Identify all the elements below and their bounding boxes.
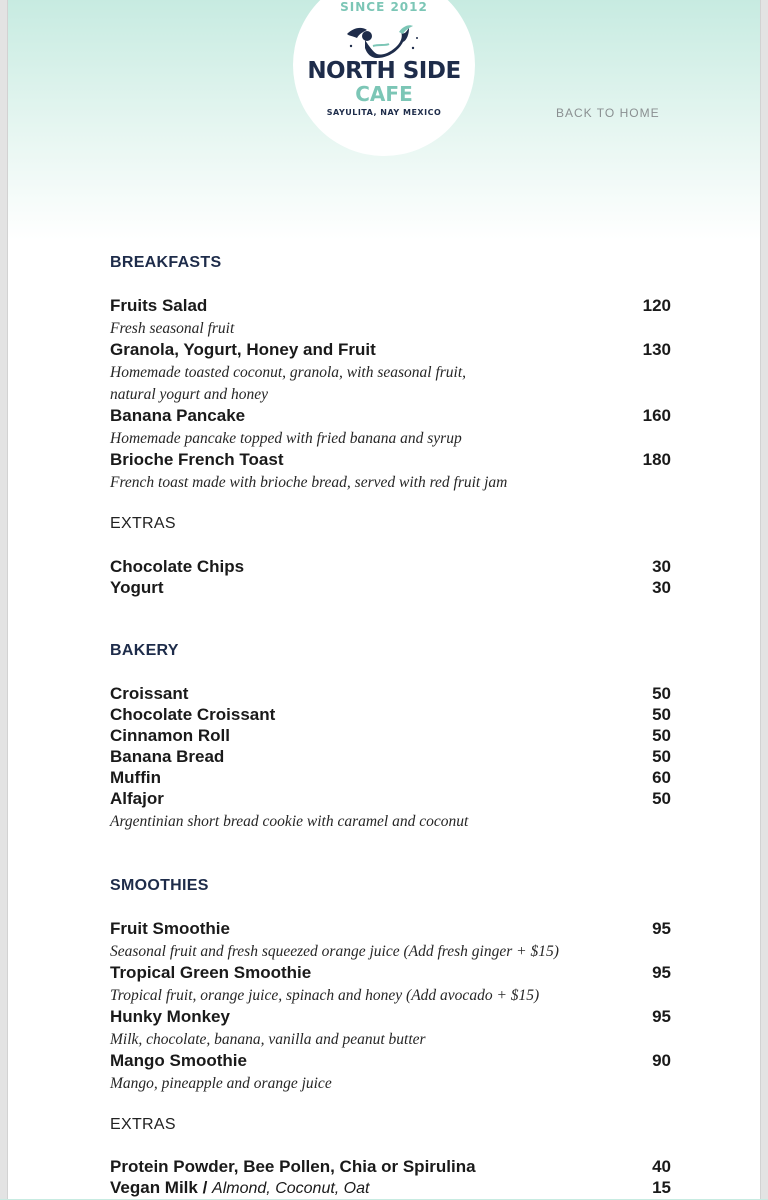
- menu-item: [110, 1051, 671, 1073]
- menu-item: [110, 705, 671, 727]
- item-name: Fruit Smoothie: [110, 919, 230, 938]
- item-name: Tropical Green Smoothie: [110, 963, 312, 982]
- item-name: Brioche French Toast: [110, 450, 284, 469]
- menu-item: [110, 296, 671, 318]
- item-name: Muffin: [110, 768, 161, 787]
- menu-item: [110, 919, 671, 941]
- item-name: Yogurt: [110, 578, 164, 597]
- section-title-extras: EXTRAS: [110, 515, 176, 532]
- item-description: Mango, pineapple and orange juice: [110, 1075, 332, 1092]
- section-title-extras: EXTRAS: [110, 1116, 176, 1133]
- item-name: [110, 1178, 369, 1198]
- cafe-logo[interactable]: [293, 0, 475, 156]
- item-name: Mango Smoothie: [110, 1051, 247, 1070]
- item-name: Banana Pancake: [110, 406, 246, 425]
- item-price: 60: [652, 768, 671, 787]
- menu-item: [110, 450, 671, 472]
- item-price: 95: [652, 919, 671, 938]
- menu-item: [110, 406, 671, 428]
- item-price: 40: [652, 1157, 671, 1176]
- item-price: 130: [642, 340, 671, 359]
- item-name: Chocolate Chips: [110, 557, 245, 576]
- menu-item: [110, 963, 671, 985]
- item-price: 15: [652, 1178, 671, 1197]
- menu-item: [110, 1007, 671, 1029]
- item-description: Homemade toasted coconut, granola, with seasonal fruit,: [110, 364, 467, 381]
- section-title-bakery: BAKERY: [110, 642, 179, 659]
- menu-item: [110, 684, 671, 706]
- page-border-left: [0, 0, 8, 1199]
- menu-item: [110, 578, 671, 600]
- item-price: 50: [652, 684, 671, 703]
- menu-item: [110, 1178, 671, 1200]
- item-name-options: Almond, Coconut, Oat: [212, 1180, 370, 1197]
- menu-item: [110, 789, 671, 811]
- item-name-separator: /: [197, 1178, 213, 1197]
- item-name: Chocolate Croissant: [110, 705, 276, 724]
- item-description: natural yogurt and honey: [110, 386, 268, 403]
- back-to-home-link[interactable]: BACK TO HOME: [556, 106, 660, 120]
- menu-item: [110, 557, 671, 579]
- item-name: Granola, Yogurt, Honey and Fruit: [110, 340, 376, 359]
- item-price: 50: [652, 726, 671, 745]
- item-price: 160: [642, 406, 671, 425]
- item-description: Milk, chocolate, banana, vanilla and peanut butter: [110, 1031, 426, 1048]
- item-description: Fresh seasonal fruit: [110, 320, 235, 337]
- item-name: Cinnamon Roll: [110, 726, 230, 745]
- logo-location: SAYULITA, NAY MEXICO: [326, 108, 442, 117]
- menu-item: [110, 340, 671, 362]
- menu-item: [110, 726, 671, 748]
- section-title-smoothies: SMOOTHIES: [110, 877, 209, 894]
- item-price: 95: [652, 963, 671, 982]
- page-border-right: [760, 0, 768, 1199]
- item-price: 50: [652, 747, 671, 766]
- item-description: Seasonal fruit and fresh squeezed orange juice (Add fresh ginger + $15): [110, 943, 559, 960]
- menu-item: [110, 1157, 671, 1179]
- item-price: 30: [652, 578, 671, 597]
- item-price: 30: [652, 557, 671, 576]
- mermaid-icon: [343, 24, 425, 60]
- item-name: Hunky Monkey: [110, 1007, 230, 1026]
- logo-since-text: SINCE 2012: [340, 0, 428, 14]
- item-name-text: Vegan Milk: [110, 1178, 198, 1197]
- item-description: French toast made with brioche bread, served with red fruit jam: [110, 474, 508, 491]
- item-description: Tropical fruit, orange juice, spinach and honey (Add avocado + $15): [110, 987, 540, 1004]
- item-name: Alfajor: [110, 789, 164, 808]
- logo-name-cafe: CAFE: [355, 82, 413, 106]
- item-price: 120: [642, 296, 671, 315]
- item-price: 180: [642, 450, 671, 469]
- item-price: 90: [652, 1051, 671, 1070]
- menu-item: [110, 768, 671, 790]
- logo-name-north-side: NORTH SIDE: [307, 58, 461, 84]
- item-name: Protein Powder, Bee Pollen, Chia or Spirulina: [110, 1157, 476, 1176]
- item-name: Fruits Salad: [110, 296, 208, 315]
- item-price: 95: [652, 1007, 671, 1026]
- item-description: Argentinian short bread cookie with caramel and coconut: [110, 813, 469, 830]
- item-description: Homemade pancake topped with fried banana and syrup: [110, 430, 462, 447]
- item-name: Banana Bread: [110, 747, 225, 766]
- item-price: 50: [652, 789, 671, 808]
- section-title-breakfasts: BREAKFASTS: [110, 254, 222, 271]
- item-price: 50: [652, 705, 671, 724]
- menu-item: [110, 747, 671, 769]
- item-name: Croissant: [110, 684, 189, 703]
